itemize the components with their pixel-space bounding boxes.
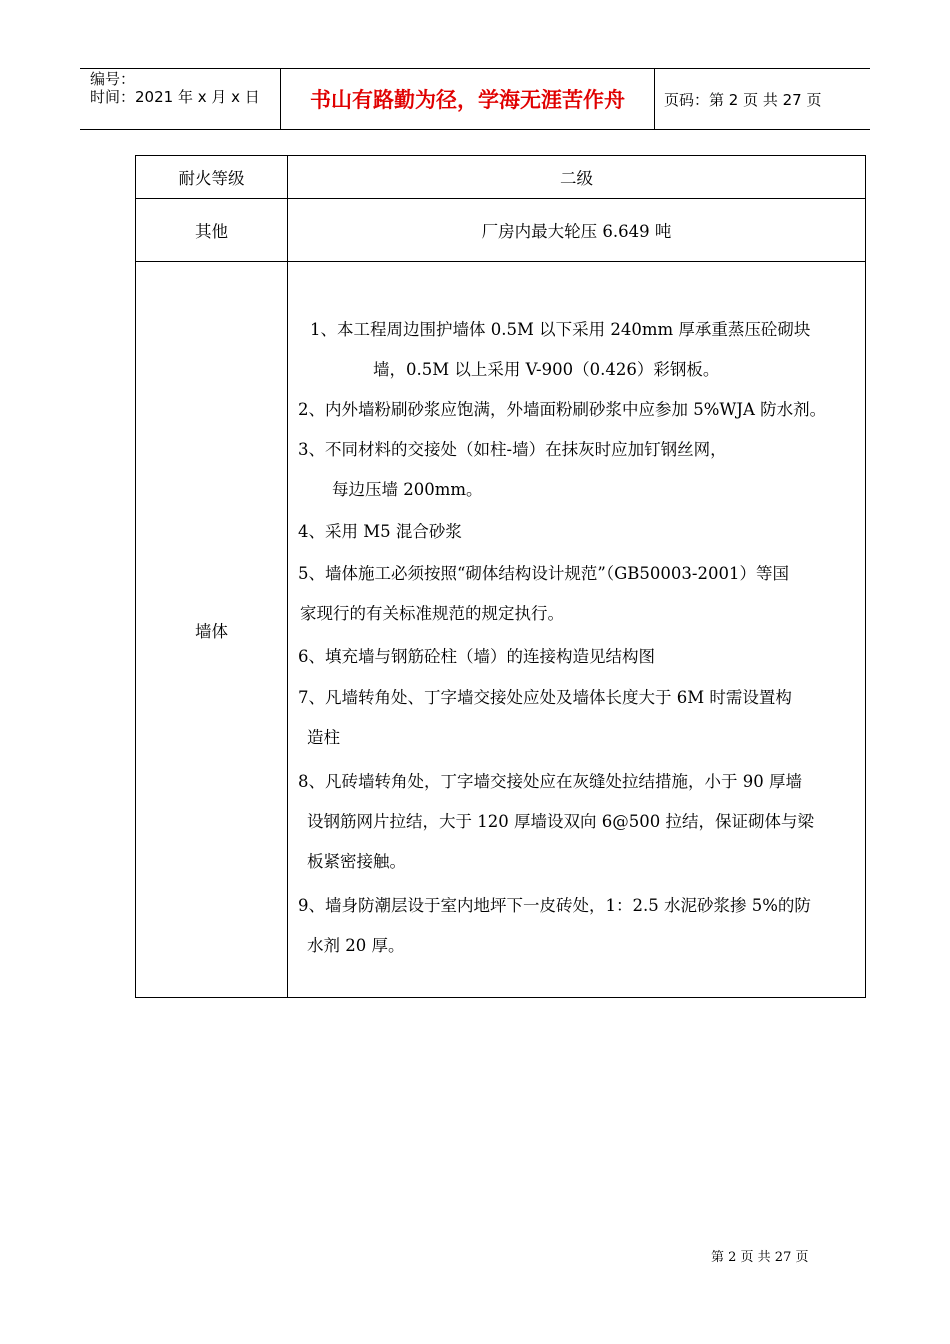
item-line: 1、本工程周边围护墙体 0.5M 以下采用 240mm 厚承重蒸压砼砌块 <box>310 320 811 339</box>
row-label: 耐火等级 <box>136 156 288 199</box>
wall-requirements <box>288 262 866 998</box>
list-item <box>298 430 859 510</box>
item-line: 设钢筋网片拉结，大于 120 厚墙设双向 6@500 拉结，保证砌体与梁 <box>307 812 814 831</box>
header-meta <box>80 69 280 129</box>
list-item <box>298 637 859 677</box>
item-line: 4、采用 M5 混合砂浆 <box>298 522 462 541</box>
header-divider <box>654 69 655 129</box>
spec-table <box>135 155 866 998</box>
row-value: 二级 <box>288 156 866 199</box>
list-item <box>298 762 859 882</box>
item-line: 墙，0.5M 以上采用 V-900（0.426）彩钢板。 <box>373 360 720 379</box>
header-motto: 书山有路勤为径，学海无涯苦作舟 <box>310 88 625 112</box>
table-row <box>136 156 866 199</box>
page-footer: 第 2 页 共 27 页 <box>711 1250 809 1265</box>
item-line: 3、不同材料的交接处（如柱-墙）在抹灰时应加钉钢丝网， <box>298 440 727 459</box>
item-line: 9、墙身防潮层设于室内地坪下一皮砖处，1：2.5 水泥砂浆掺 5%的防 <box>298 896 811 915</box>
item-line: 2、内外墙粉刷砂浆应饱满，外墙面粉刷砂浆中应参加 5%WJA 防水剂。 <box>298 400 827 419</box>
list-item <box>298 512 859 552</box>
list-item <box>298 390 859 430</box>
list-item <box>298 310 859 390</box>
item-line: 每边压墙 200mm。 <box>332 480 483 499</box>
item-line: 8、凡砖墙转角处，丁字墙交接处应在灰缝处拉结措施，小于 90 厚墙 <box>298 772 802 791</box>
item-line: 7、凡墙转角处、丁字墙交接处应处及墙体长度大于 6M 时需设置构 <box>298 688 792 707</box>
item-line: 家现行的有关标准规范的规定执行。 <box>300 604 564 623</box>
item-line: 水剂 20 厚。 <box>307 936 405 955</box>
table-row <box>136 262 866 998</box>
item-line: 板紧密接触。 <box>307 852 406 871</box>
header-page-info: 页码：第 2 页 共 27 页 <box>664 90 822 109</box>
list-item <box>298 678 859 758</box>
list-item <box>298 554 859 634</box>
time-label: 时间：2021 年 x 月 x 日 <box>90 88 260 106</box>
row-label: 其他 <box>136 199 288 262</box>
list-item <box>298 886 859 966</box>
item-line: 5、墙体施工必须按照“砌体结构设计规范”（GB50003-2001）等国 <box>298 564 789 583</box>
row-value: 厂房内最大轮压 6.649 吨 <box>288 199 866 262</box>
page-header <box>80 68 870 130</box>
item-line: 6、填充墙与钢筋砼柱（墙）的连接构造见结构图 <box>298 647 655 666</box>
item-line: 造柱 <box>307 728 340 747</box>
number-label: 编号： <box>90 70 136 88</box>
table-row <box>136 199 866 262</box>
wall-label: 墙体 <box>136 262 288 998</box>
